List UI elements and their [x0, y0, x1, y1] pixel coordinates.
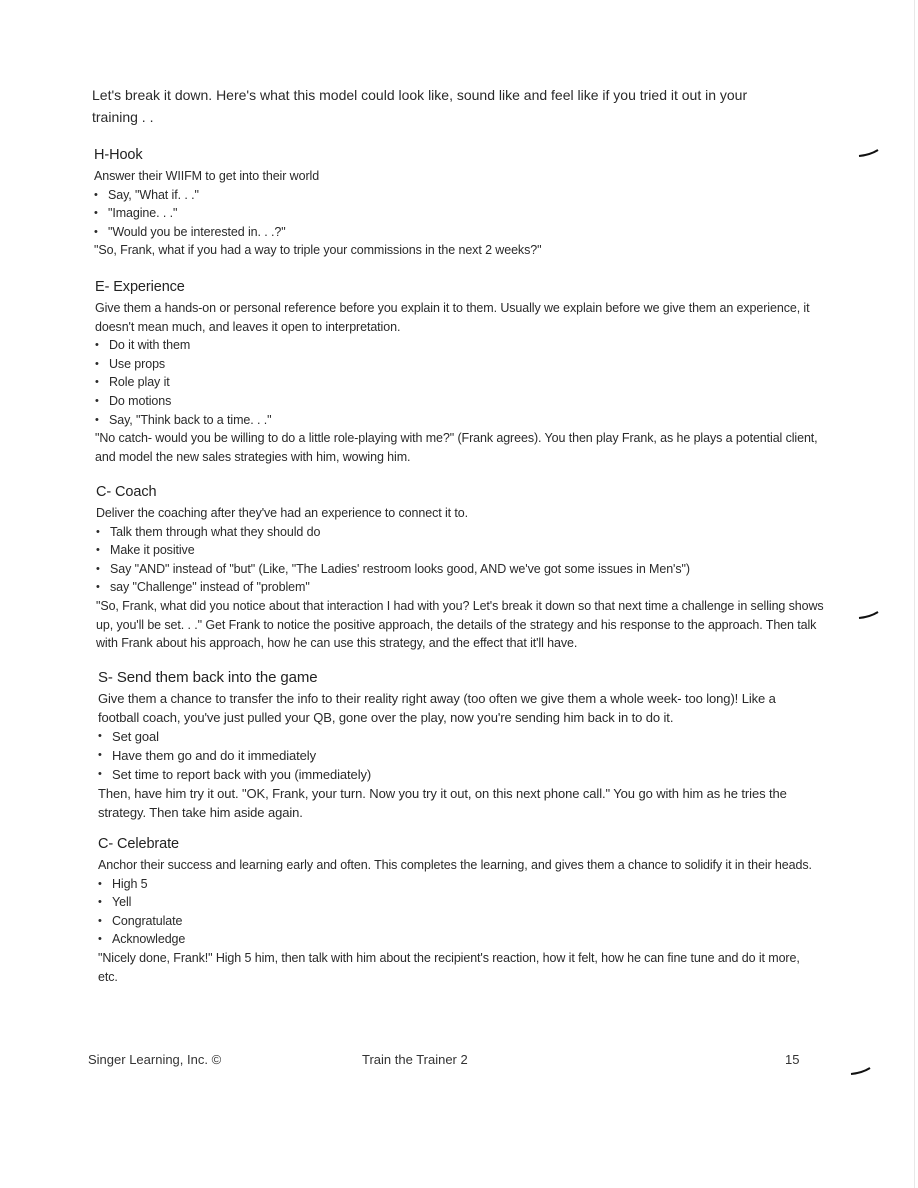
section-send [98, 668, 813, 822]
section-example: "So, Frank, what if you had a way to triple your commissions in the next 2 weeks?" [94, 243, 542, 258]
section-experience [95, 278, 825, 466]
section-lead: Deliver the coaching after they've had an experience to connect it to. [96, 506, 469, 520]
list-item: • Talk them through what they should do [96, 523, 826, 542]
section-lead: Give them a hands-on or personal reference before you explain it to them. Usually we explain before we give them an experience, it doesn't mean much, and leaves it open to interpretation. [95, 301, 810, 334]
footer-title: Train the Trainer 2 [362, 1052, 468, 1067]
section-heading: H-Hook [94, 147, 143, 163]
list-item: • Set goal [98, 727, 813, 746]
list-item: • Make it positive [96, 541, 826, 560]
bullet-list [98, 727, 813, 784]
list-item: • High 5 [98, 875, 818, 894]
bullet-list [94, 186, 654, 242]
list-item: • "Would you be interested in. . .?" [94, 223, 654, 242]
section-heading: C- Coach [96, 484, 157, 500]
list-item: • Use props [95, 355, 825, 374]
list-item: • Have them go and do it immediately [98, 746, 813, 765]
intro-paragraph: Let's break it down. Here's what this model could look like, sound like and feel like if you tried it out in your training . . [92, 87, 748, 125]
list-item: • Say, "What if. . ." [94, 186, 654, 205]
section-heading: S- Send them back into the game [98, 669, 318, 686]
section-lead: Anchor their success and learning early and often. This completes the learning, and gives them a chance to solidify it in their heads. [98, 858, 812, 872]
binder-mark-icon [858, 148, 880, 158]
section-example: "No catch- would you be willing to do a little role-playing with me?" (Frank agrees). You then play Frank, as he plays a potential client, and model the new sales strategies with him, wowing him. [95, 431, 818, 464]
section-example: Then, have him try it out. "OK, Frank, your turn. Now you try it out, on this next phone call." You go with him as he tries the strategy. Then take him aside again. [98, 786, 787, 820]
list-item: • "Imagine. . ." [94, 204, 654, 223]
section-lead: Give them a chance to transfer the info to their reality right away (too often we give them a whole week- too long)! Like a football coach, you've just pulled your QB, gone over the play, now you're sending him back in to do it. [98, 691, 776, 725]
section-heading: E- Experience [95, 279, 185, 295]
section-example: "Nicely done, Frank!" High 5 him, then talk with him about the recipient's reaction, how it felt, how he can fine tune and do it more, etc. [98, 950, 800, 984]
binder-mark-icon [858, 610, 880, 620]
section-coach [96, 483, 826, 653]
list-item: • Yell [98, 893, 818, 912]
bullet-list [95, 336, 825, 429]
footer-company: Singer Learning, Inc. © [88, 1052, 222, 1067]
list-item: • Role play it [95, 373, 825, 392]
list-item: • Acknowledge [98, 930, 818, 949]
list-item: • Say "AND" instead of "but" (Like, "The Ladies' restroom looks good, AND we've got some issues in Men's") [96, 560, 826, 579]
scan-edge [914, 0, 915, 1188]
bullet-list [98, 875, 818, 949]
list-item: • Do motions [95, 392, 825, 411]
section-hook [94, 146, 654, 260]
section-celebrate [98, 835, 818, 986]
list-item: • say "Challenge" instead of "problem" [96, 578, 826, 597]
list-item: • Congratulate [98, 912, 818, 931]
list-item: • Say, "Think back to a time. . ." [95, 411, 825, 430]
binder-mark-icon [850, 1066, 872, 1076]
section-lead: Answer their WIIFM to get into their world [94, 169, 320, 183]
list-item: • Do it with them [95, 336, 825, 355]
bullet-list [96, 523, 826, 597]
section-heading: C- Celebrate [98, 836, 179, 852]
page-number: 15 [785, 1052, 800, 1067]
list-item: • Set time to report back with you (immediately) [98, 765, 813, 784]
section-example: "So, Frank, what did you notice about that interaction I had with you? Let's break it down so that next time a challenge in selling shows up, you'll be set. . ." Get Frank to notice the positive approach, the details of the strategy and his response to the approach. Then talk with Frank about his approach, how he can use this strategy, and the effect that it'll have. [96, 598, 824, 651]
